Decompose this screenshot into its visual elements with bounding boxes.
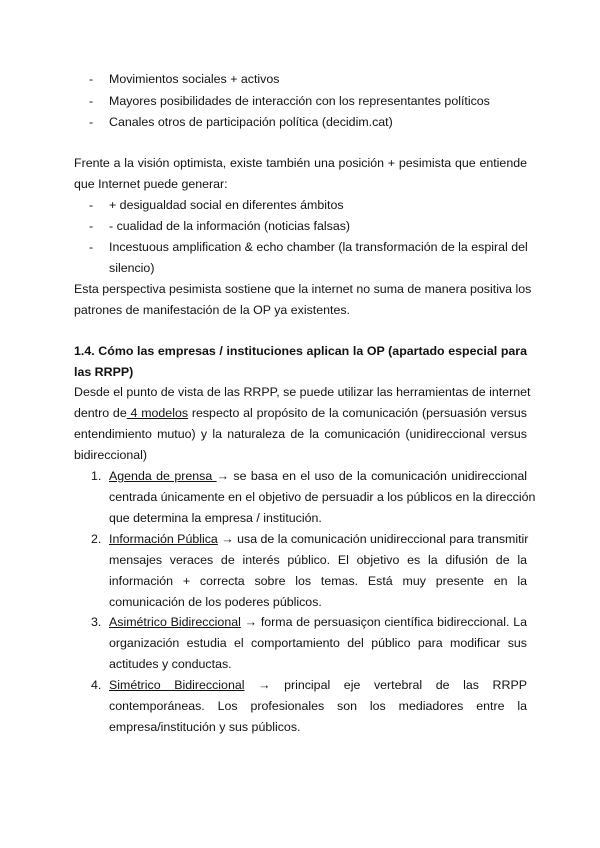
list-item: Canales otros de participación política (decidim.cat) (109, 115, 393, 129)
list-item-line: comunicación de los poderes públicos. (109, 595, 322, 609)
list-item-line: organización estudia el comportamiento del público para modificar sus (109, 636, 527, 650)
bullet-dash: - (89, 198, 94, 212)
bullet-dash: - (89, 219, 94, 233)
underlined-text: 4 modelos (126, 406, 189, 420)
heading-line: las RRPP) (74, 365, 134, 379)
text: dentro de (74, 406, 127, 420)
list-number: 2. (91, 532, 102, 546)
paragraph-line: entendimiento mutuo) y la naturaleza de la comunicación (unidireccional versus (74, 427, 527, 441)
list-item: Mayores posibilidades de interacción con los representantes políticos (109, 94, 490, 108)
paragraph-line: Frente a la visión optimista, existe también una posición + pesimista que entiende (74, 156, 527, 170)
list-number: 4. (91, 678, 102, 692)
list-item-line: mensajes veraces de interés público. El objetivo es la difusión de la (109, 553, 527, 567)
list-item (109, 531, 527, 547)
list-item: + desigualdad social en diferentes ámbitos (109, 198, 344, 212)
paragraph-line: bidireccional) (74, 448, 148, 462)
list-item-line: contemporáneas. Los profesionales son los mediadores entre la (109, 699, 527, 713)
paragraph-line: que Internet puede generar: (74, 177, 228, 191)
list-item-line: empresa/institución y sus públicos. (109, 720, 301, 734)
list-item-line: actitudes y conductas. (109, 657, 232, 671)
list-item-line: información + correcta sobre los temas. Está muy presente en la (109, 574, 527, 588)
list-item-line: centrada únicamente en el objetivo de persuadir a los públicos en la dirección (109, 490, 536, 504)
text: respecto al propósito de la comunicación (persuasión versus (188, 406, 527, 420)
model-name: Simétrico Bidireccional (109, 678, 245, 692)
list-number: 1. (91, 469, 102, 483)
list-item: - cualidad de la información (noticias falsas) (109, 219, 351, 233)
bullet-dash: - (89, 240, 94, 254)
text: → principal eje vertebral de las RRPP (244, 678, 527, 692)
model-name: Asimétrico Bidireccional (109, 615, 241, 629)
model-name: Información Pública (109, 532, 218, 546)
text: → forma de persuasiçon científica bidireccional. La (240, 615, 527, 629)
list-item: Movimientos sociales + activos (109, 72, 280, 86)
list-number: 3. (91, 615, 102, 629)
text: → usa de la comunicación unidireccional para transmitir (217, 532, 529, 546)
text: → se basa en el uso de la comunicación unidireccional (216, 469, 528, 483)
list-item-continuation: silencio) (109, 261, 155, 275)
bullet-dash: - (89, 115, 94, 129)
bullet-dash: - (89, 94, 94, 108)
paragraph-line (74, 405, 527, 421)
list-item (109, 677, 527, 693)
list-item-line: que determina la empresa / institución. (109, 511, 322, 525)
paragraph-line: patrones de manifestación de la OP ya existentes. (74, 303, 350, 317)
model-name: Agenda de prensa (109, 469, 217, 483)
list-item: Incestuous amplification & echo chamber (la transformación de la espiral del (109, 240, 528, 254)
bullet-dash: - (89, 72, 94, 86)
list-item (109, 468, 527, 484)
list-item (109, 614, 527, 630)
paragraph-line: Esta perspectiva pesimista sostiene que la internet no suma de manera positiva los (74, 282, 532, 296)
paragraph-line: Desde el punto de vista de las RRPP, se puede utilizar las herramientas de internet (74, 385, 531, 399)
heading-line: 1.4. Cómo las empresas / instituciones aplican la OP (apartado especial para (74, 344, 527, 358)
